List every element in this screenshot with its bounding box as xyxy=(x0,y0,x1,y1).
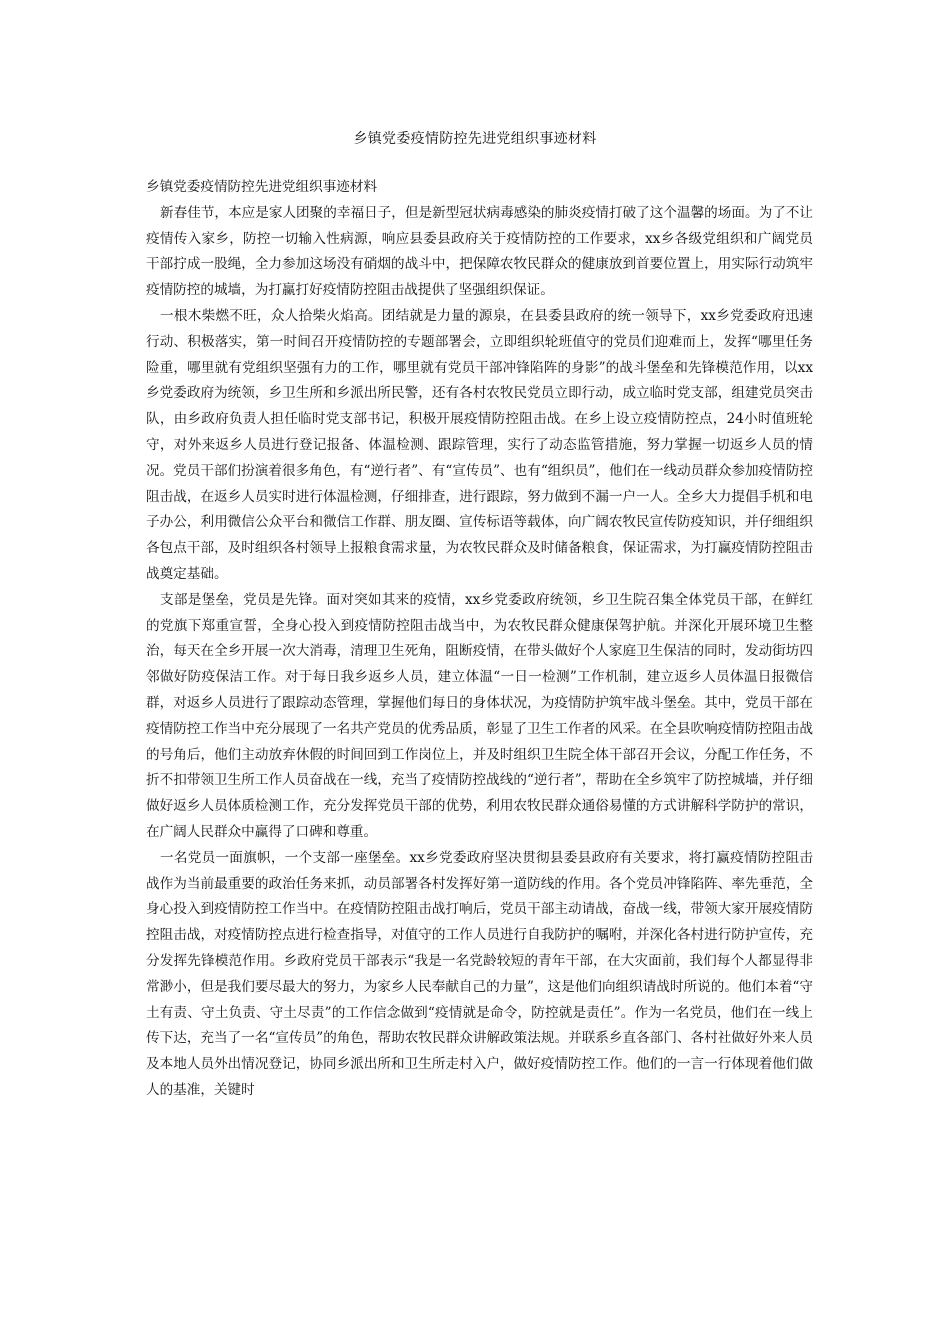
paragraph-1: 新春佳节，本应是家人团聚的幸福日子，但是新型冠状病毒感染的肺炎疫情打破了这个温馨的场面。为了不让疫情传入家乡，防控一切输入性病源，响应县委县政府关于疫情防控的工作要求，xx乡各级党组织和广阔党员干部拧成一股绳，全力参加这场没有硝烟的战斗中，把保障农牧民群众的健康放到首要位置上，用实际行动筑牢疫情防控的城墙，为打赢打好疫情防控阻击战提供了坚强组织保证。 xyxy=(146,204,813,299)
document-title: 乡镇党委疫情防控先进党组织事迹材料 xyxy=(353,131,597,147)
document-subtitle: 乡镇党委疫情防控先进党组织事迹材料 xyxy=(146,179,378,195)
paragraph-3: 支部是堡垒，党员是先锋。面对突如其来的疫情，xx乡党委政府统领，乡卫生院召集全体党员干部，在鲜红的党旗下郑重宣誓，全身心投入到疫情防控阻击战当中，为农牧民群众健康保驾护航。并深化开展环境卫生整治，每天在全乡开展一次大消毒，清理卫生死角，阻断疫情，在带头做好个人家庭卫生保洁的同时，发动街坊四邻做好防疫保洁工作。对于每日我乡返乡人员，建立体温“一日一检测”工作机制，建立返乡人员体温日报微信群，对返乡人员进行了跟踪动态管理，掌握他们每日的身体状况，为疫情防护筑牢战斗堡垒。其中，党员干部在疫情防控工作当中充分展现了一名共产党员的优秀品质，彰显了卫生工作者的风采。在全县吹响疫情防控阻击战的号角后，他们主动放弃休假的时间回到工作岗位上，并及时组织卫生院全体干部召开会议，分配工作任务，不折不扣带领卫生所工作人员奋战在一线，充当了疫情防控战线的“逆行者”，帮助在全乡筑牢了防控城墙，并仔细做好返乡人员体质检测工作，充分发挥党员干部的优势，利用农牧民群众通俗易懂的方式讲解科学防护的常识，在广阔人民群众中赢得了口碑和尊重。 xyxy=(146,591,813,840)
paragraph-2: 一根木柴燃不旺，众人拾柴火焰高。团结就是力量的源泉，在县委县政府的统一领导下，xx乡党委政府迅速行动、积极落实，第一时间召开疫情防控的专题部署会，立即组织轮班值守的党员们迎难而上，发挥“哪里任务险重，哪里就有党组织坚强有力的工作，哪里就有党员干部冲锋陷阵的身影”的战斗堡垒和先锋模范作用，以xx乡党委政府为统领，乡卫生所和乡派出所民警，还有各村农牧民党员立即行动，成立临时党支部，组建党员突击队，由乡政府负责人担任临时党支部书记，积极开展疫情防控阻击战。在乡上设立疫情防控点，24小时值班轮守，对外来返乡人员进行登记报备、体温检测、跟踪管理，实行了动态监管措施，努力掌握一切返乡人员的情况。党员干部们扮演着很多角色，有“逆行者”、有“宣传员”、也有“组织员”，他们在一线动员群众参加疫情防控阻击战，在返乡人员实时进行体温检测，仔细排查，进行跟踪，努力做到不漏一户一人。全乡大力提倡手机和电子办公，利用微信公众平台和微信工作群、朋友圈、宣传标语等载体，向广阔农牧民宣传防疫知识，并仔细组织各包点干部，及时组织各村领导上报粮食需求量，为农牧民群众及时储备粮食，保证需求，为打赢疫情防控阻击战奠定基础。 xyxy=(146,307,814,582)
paragraph-4: 一名党员一面旗帜，一个支部一座堡垒。xx乡党委政府坚决贯彻县委县政府有关要求，将打赢疫情防控阻击战作为当前最重要的政治任务来抓，动员部署各村发挥好第一道防线的作用。各个党员冲锋陷阵、率先垂范，全身心投入到疫情防控工作当中。在疫情防控阻击战打响后，党员干部主动请战，奋战一线，带领大家开展疫情防控阻击战，对疫情防控点进行检查指导，对值守的工作人员进行自我防护的嘱咐，并深化各村进行防护宣传，充分发挥先锋模范作用。乡政府党员干部表示“我是一名党龄较短的青年干部，在大灾面前，我们每个人都显得非常渺小，但是我们要尽最大的努力，为家乡人民奉献自己的力量”，这是他们向组织请战时所说的。他们本着“守土有责、守土负责、守土尽责”的工作信念做到“疫情就是命令，防控就是责任”。作为一名党员，他们在一线上传下达，充当了一名“宣传员”的角色，帮助农牧民群众讲解政策法规。并联系乡直各部门、各村社做好外来人员及本地人员外出情况登记，协同乡派出所和卫生所走村入户，做好疫情防控工作。他们的一言一行体现着他们做人的基准，关键时 xyxy=(146,849,813,1098)
document-body xyxy=(146,175,813,1104)
